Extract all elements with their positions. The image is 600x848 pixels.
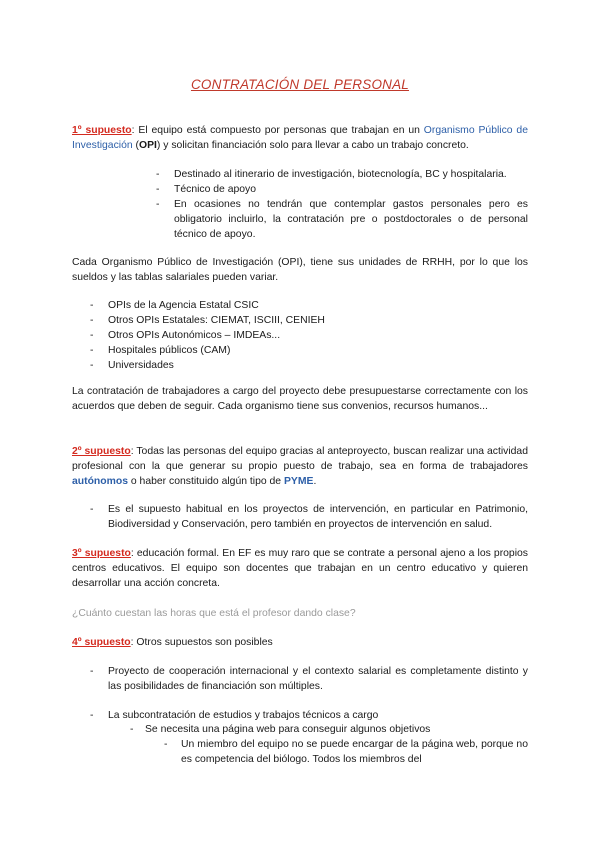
supuesto-2-text-a: : Todas las personas del equipo gracias al anteproyecto, buscan realizar una actividad profesional con la que generar su propio puesto de trabajo, sea en forma de trabajadores [72, 446, 528, 472]
page-title: CONTRATACIÓN DEL PERSONAL [190, 77, 410, 92]
opi-list [90, 298, 528, 373]
supuesto-1-text-a: : El equipo está compuesto por personas que trabajan en un [131, 125, 424, 136]
supuesto-4-label: 4º supuesto [72, 637, 131, 648]
list-item: - Hospitales públicos (CAM) [90, 345, 231, 356]
list-item-text: Universidades [108, 360, 174, 371]
list-item: - Universidades [90, 360, 174, 371]
opi-paragraph: Cada Organismo Público de Investigación (OPI), tiene sus unidades de RRHH, por lo que los sueldos y las tablas salariales pueden variar. [72, 257, 528, 283]
list-item: - Otros OPIs Estatales: CIEMAT, ISCIII, CENIEH [90, 315, 325, 326]
pyme-term: PYME [283, 476, 314, 487]
question-text: ¿Cuánto cuestan las horas que está el profesor dando clase? [72, 608, 356, 619]
list-item: - OPIs de la Agencia Estatal CSIC [90, 300, 259, 311]
supuesto-4-sub-item-2 [164, 737, 528, 767]
list-item-text: Destinado al itinerario de investigación, biotecnología, BC y hospitalaria. [174, 169, 507, 180]
list-item-text: OPIs de la Agencia Estatal CSIC [108, 300, 259, 311]
list-item-text: Es el supuesto habitual en los proyectos de intervención, en particular en Patrimonio, Biodiversidad y Conservación, pero también en proyectos de intervención en salud. [108, 504, 528, 530]
supuesto-2-text-c: . [313, 476, 317, 487]
list-item-text: Otros OPIs Estatales: CIEMAT, ISCIII, CENIEH [108, 315, 325, 326]
list-item-text: Hospitales públicos (CAM) [108, 345, 231, 356]
supuesto-1-text-b: ( [132, 140, 140, 151]
list-item: - Destinado al itinerario de investigación, biotecnología, BC y hospitalaria. [156, 169, 507, 180]
supuesto-1-text-c: ) y solicitan financiación solo para llevar a cabo un trabajo concreto. [156, 140, 469, 151]
list-item: - Se necesita una página web para conseguir algunos objetivos [130, 724, 431, 735]
supuesto-2-text-b: o haber constituido algún tipo de [128, 476, 284, 487]
list-item-text: La subcontratación de estudios y trabajos técnicos a cargo [108, 710, 379, 721]
supuesto-3-paragraph [72, 546, 528, 591]
supuesto-4-item-2 [90, 708, 528, 723]
autonomos-term: autónomos [72, 476, 128, 487]
list-item: - En ocasiones no tendrán que contemplar gastos personales pero es obligatorio incluirlo, la contratación pre o postdoctorales o de personal técnico de apoyo. [156, 199, 528, 240]
list-item-text: Técnico de apoyo [174, 184, 257, 195]
supuesto-3-label: 3º supuesto [72, 548, 131, 559]
supuesto-1-list [156, 167, 528, 242]
list-item-text: Otros OPIs Autonómicos – IMDEAs... [108, 330, 281, 341]
list-item-text: Proyecto de cooperación internacional y el contexto salarial es completamente distinto y las posibilidades de financiación son múltiples. [108, 666, 528, 692]
list-item-text: Se necesita una página web para conseguir algunos objetivos [145, 724, 431, 735]
supuesto-4-paragraph [72, 635, 528, 650]
supuesto-4-sub-item-1 [130, 722, 528, 737]
list-item: - Un miembro del equipo no se puede encargar de la página web, porque no es competencia del biólogo. Todos los miembros del [164, 739, 528, 765]
list-item-text: Un miembro del equipo no se puede encargar de la página web, porque no es competencia del biólogo. Todos los miembros del [181, 739, 528, 765]
supuesto-2-list [90, 502, 528, 532]
list-item: - Es el supuesto habitual en los proyectos de intervención, en particular en Patrimonio, Biodiversidad y Conservación, pero también en proyectos de intervención en salud. [90, 504, 528, 530]
supuesto-2-paragraph [72, 444, 528, 489]
supuesto-1-label: 1º supuesto [72, 125, 132, 136]
opi-link[interactable]: Organismo Público de Investigación [72, 125, 528, 151]
list-item: - Otros OPIs Autonómicos – IMDEAs... [90, 330, 281, 341]
supuesto-3-text: : educación formal. En EF es muy raro que se contrate a personal ajeno a los propios centros educativos. El equipo son docentes que trabajan en un centro educativo y quieren desarrollar una acción concreta. [72, 548, 528, 589]
list-item: - Técnico de apoyo [156, 184, 257, 195]
list-item: - Proyecto de cooperación internacional y el contexto salarial es completamente distinto y las posibilidades de financiación son múltiples. [90, 666, 528, 692]
list-item-text: En ocasiones no tendrán que contemplar gastos personales pero es obligatorio incluirlo, la contratación pre o postdoctorales o de personal técnico de apoyo. [174, 199, 528, 240]
list-item: - La subcontratación de estudios y trabajos técnicos a cargo [90, 710, 379, 721]
opi-acronym: OPI [139, 140, 157, 151]
supuesto-1-paragraph [72, 123, 528, 153]
supuesto-2-label: 2º supuesto [72, 446, 131, 457]
supuesto-4-item-1 [90, 664, 528, 694]
contratacion-paragraph: La contratación de trabajadores a cargo del proyecto debe presupuestarse correctamente con los acuerdos que deben de seguir. Cada organismo tiene sus convenios, recursos humanos... [72, 386, 528, 412]
supuesto-4-text: : Otros supuestos son posibles [130, 637, 273, 648]
